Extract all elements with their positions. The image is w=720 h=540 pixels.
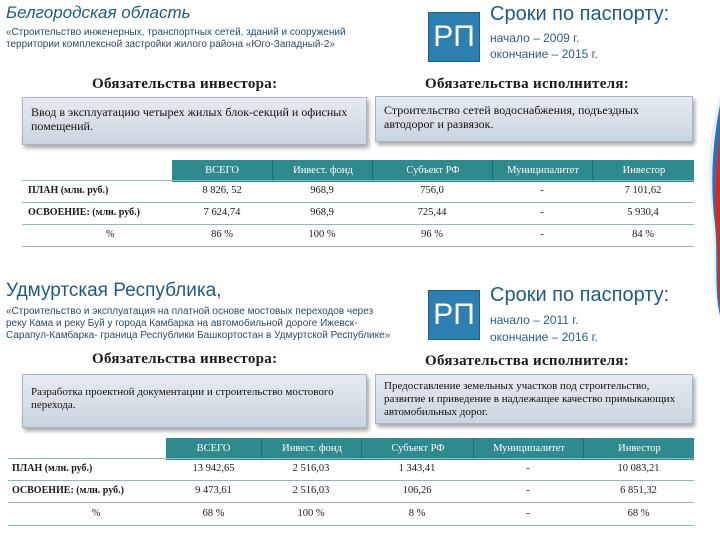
cell: 96 %	[421, 229, 443, 240]
row-divider	[8, 525, 694, 526]
cell: 100 %	[308, 229, 336, 240]
cell: -	[526, 463, 530, 474]
cell: 68 %	[202, 508, 225, 519]
investor-heading: Обязательства инвестора:	[92, 76, 278, 92]
terms-start: начало – 2009 г.	[490, 31, 580, 45]
terms-start: начало – 2011 г.	[490, 313, 579, 327]
cell: 968,9	[310, 207, 334, 218]
executor-heading: Обязательства исполнителя:	[425, 76, 630, 92]
column-header: Инвест. фонд	[261, 438, 362, 460]
region-title: Удмуртская Республика,	[6, 280, 222, 301]
description-line: «Строительство инженерных, транспортных сетей, зданий и сооружений	[6, 27, 346, 38]
rp-badge: РП	[428, 12, 480, 62]
row-label: %	[106, 229, 115, 240]
cell: 68 %	[627, 508, 650, 519]
cell: -	[540, 229, 544, 240]
column-header: Муниципалитет	[473, 438, 584, 460]
cell: 86 %	[211, 229, 233, 240]
description-line: «Строительство и эксплуатация на платной основе мостовых переходов через	[6, 306, 374, 317]
cell: 1 343,41	[398, 463, 436, 474]
column-header: ВСЕГО	[196, 443, 231, 454]
flag-ribbon	[702, 95, 720, 320]
cell: -	[526, 485, 530, 496]
investor-obligation-box: Разработка проектной документации и строительство мостового перехода.	[22, 374, 367, 428]
cell: 7 101,62	[624, 185, 662, 196]
row-label: ПЛАН (млн. руб.)	[28, 185, 109, 196]
cell: 7 624,74	[203, 207, 241, 218]
table-header-row	[166, 438, 694, 460]
description-line: территории комплексной застройки жилого района «Юго-Западный-2»	[6, 39, 335, 50]
column-header: Инвестор	[592, 160, 695, 182]
cell: 2 516,03	[292, 463, 330, 474]
column-header: Субъект РФ	[361, 438, 474, 460]
cell: 6 851,32	[620, 485, 657, 496]
cell: 100 %	[297, 508, 325, 519]
cell: 9 473,61	[195, 485, 232, 496]
project-description	[6, 27, 416, 51]
cell: 968,9	[310, 185, 334, 196]
column-header: Муниципалитет	[492, 160, 593, 182]
cell: 106,26	[402, 485, 432, 496]
column-header: Инвестор	[583, 438, 695, 460]
cell: 8 826, 52	[202, 185, 242, 196]
terms-end: окончание – 2016 г.	[490, 330, 598, 344]
cell: 756,0	[420, 185, 444, 196]
cell: -	[540, 185, 544, 196]
terms-end: окончание – 2015 г.	[490, 47, 598, 61]
executor-obligation-box: Строительство сетей водоснабжения, подъездных автодорог и развязок.	[375, 96, 693, 142]
cell: -	[540, 207, 544, 218]
terms-title: Сроки по паспорту:	[490, 284, 670, 306]
cell: 8 %	[408, 508, 426, 519]
column-header: ВСЕГО	[205, 165, 239, 176]
cell: 2 516,03	[292, 485, 330, 496]
cell: 13 942,65	[192, 463, 235, 474]
executor-obligation-box: Предоставление земельных участков под строительство, развитие и приведение в надлежащее качество примыкающих автомобильных дорог.	[375, 374, 693, 424]
investor-heading: Обязательства инвестора:	[92, 351, 278, 367]
table-header-row	[172, 160, 694, 182]
row-label: ОСВОЕНИЕ: (млн. руб.)	[12, 485, 124, 496]
region-title: Белгородская область	[6, 3, 191, 22]
row-label: ОСВОЕНИЕ: (млн. руб.)	[28, 207, 140, 218]
terms-title: Сроки по паспорту:	[490, 3, 670, 25]
cell: 725,44	[417, 207, 447, 218]
description-line: Сарапул-Камбарка- граница Республики Башкортостан в Удмуртской Республике»	[6, 330, 391, 341]
description-line: реку Кама и реку Буй у города Камбарка на автомобильной дороге Ижевск-	[6, 318, 358, 329]
row-label: %	[92, 508, 101, 519]
cell: -	[526, 508, 530, 519]
executor-heading: Обязательства исполнителя:	[425, 353, 630, 369]
row-divider	[22, 246, 694, 247]
row-label: ПЛАН (млн. руб.)	[12, 463, 93, 474]
column-header: Субъект РФ	[372, 160, 493, 182]
column-header: Инвест. фонд	[272, 160, 373, 182]
cell: 10 083,21	[617, 463, 660, 474]
investor-obligation-box: Ввод в эксплуатацию четырех жилых блок-секций и офисных помещений.	[22, 97, 367, 145]
project-description	[6, 306, 436, 342]
cell: 84 %	[632, 229, 654, 240]
cell: 5 930,4	[627, 207, 659, 218]
rp-badge: РП	[428, 290, 480, 340]
